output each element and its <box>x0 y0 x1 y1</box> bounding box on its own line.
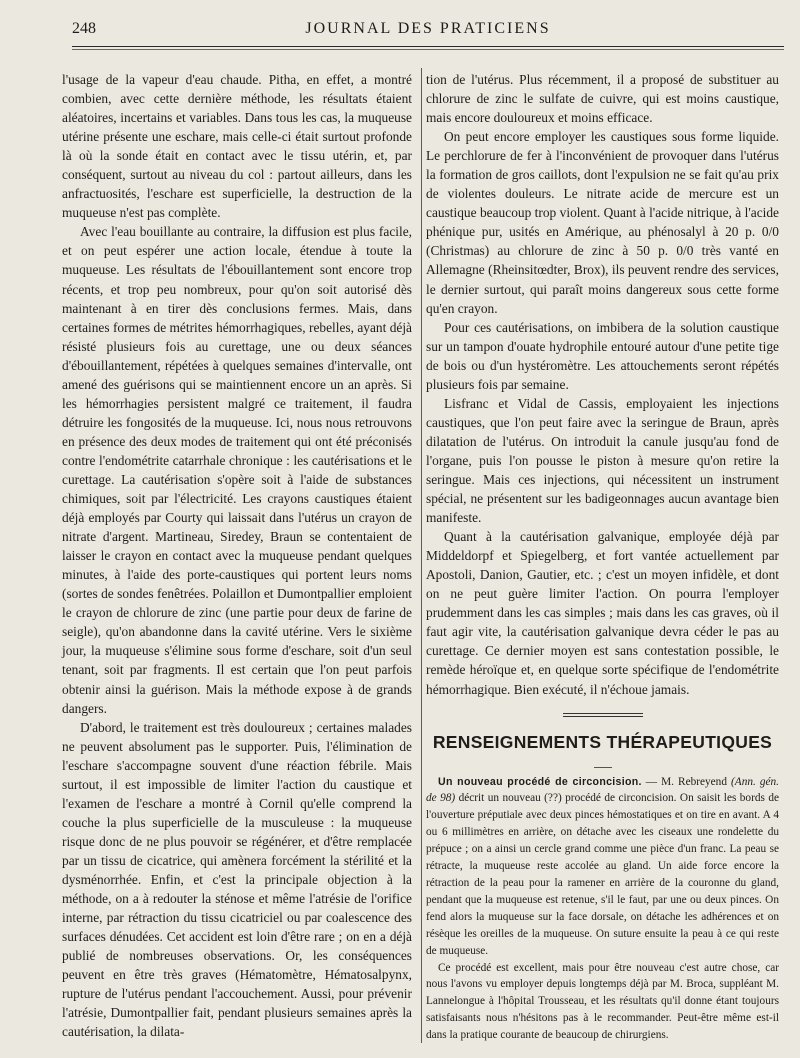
paragraph: Pour ces cautérisations, on imbibera de la solution caustique sur un tampon d'ouate hydrophile entouré autour d'une petite tige de bois ou d'un hystéromètre. Les attouchements seront répétés plusieurs fois par semaine. <box>426 319 779 392</box>
right-column <box>426 70 779 1044</box>
paragraph: tion de l'utérus. Plus récemment, il a proposé de substituer au chlorure de zinc le sulfate de cuivre, qui est moins caustique, mais encore douloureux et moins efficace. <box>426 72 779 126</box>
lead-author: — M. Rebreyend <box>641 775 727 788</box>
paragraph: On peut encore employer les caustiques sous forme liquide. Le perchlorure de fer à l'inconvénient de provoquer dans l'utérus la formation de gros caillots, dont l'expulsion ne se fait qu'au prix de violentes douleurs. Le nitrate acide de mercure est un caustique beaucoup trop violent. Quant à l'acide nitrique, à l'acide phénique pur, usités en Amérique, au phénosalyl à 20 p. 0/0 (Christmas) au chlorure de zinc à 50 p. 0/0 très vanté en Allemagne (Rheinsitœdter, Brox), ils peuvent rendre des services, le dernier surtout, qui paraît moins dangereux sous cette forme qu'en crayon. <box>426 129 779 316</box>
lead-reference: (Ann. gén. de 98) <box>426 775 779 805</box>
page-number: 248 <box>72 20 96 37</box>
running-title: JOURNAL DES PRATICIENS <box>305 20 551 37</box>
section-separator <box>563 713 643 718</box>
paragraph: D'abord, le traitement est très douloureux ; certaines malades ne peuvent absolument pas le supporter. Puis, l'élimination de l'eschare s'accompagne souvent d'une réaction fébrile. Mais surtout, il est impossible de limiter l'action du caustique et l'examen de l'eschare a montré à Cornil qu'elle comprend la couche la plus superficielle de la musculeuse : la muqueuse risque donc de ne plus pouvoir se régénérer, et d'être remplacée par un tissu de cicatrice, qui amènera forcément la stérilité et la dysménorrhée. Enfin, et c'est la principale objection à la méthode, on a à redouter la sténose et même l'atrésie de l'orifice interne, par rétraction du tissu cicatriciel ou par coalescence des surfaces dénudées. Cet accident est loin d'être rare ; on en a déjà publié de nombreuses observations. Or, les conséquences peuvent en être très graves (Hématomètre, Hématosalpynx, rupture de l'utérus pendant l'accouchement. Aussi, pour prévenir l'atrésie, Dumontpallier fait, pendant plusieurs semaines après la cautérisation, la dilata- <box>62 719 412 1040</box>
paragraph: l'usage de la vapeur d'eau chaude. Pitha, en effet, a montré combien, avec cette dernière méthode, les résultats étaient aléatoires, incertains et variables. Dans tous les cas, la muqueuse utérine présente une eschare, mais celle-ci était surtout profonde là où la sonde était en contact avec le tissu utérin, et, par conséquent, surtout au niveau du col : partout ailleurs, dans les anfractuosités, l'eschare est superficielle, la destruction de la muqueuse n'est pas complète. <box>62 72 412 221</box>
lead-paragraph <box>426 774 779 960</box>
left-column <box>62 70 412 1041</box>
paragraph: Quant à la cautérisation galvanique, employée déjà par Middeldorpf et Spiegelberg, et fort vantée actuellement par Apostoli, Danion, Gautier, etc. ; c'est un moyen infidèle, et dont on ne peut guère limiter l'action. On pourra l'employer prudemment dans les cas simples ; mais dans les cas graves, où il faut agir vite, la cautérisation galvanique devra céder le pas au curettage. Ce dernier moyen est sans contestation possible, le remède héroïque et, en quelque sorte spécifique de l'endométrite hémorrhagique. Bien exécuté, il n'échoue jamais. <box>426 529 779 697</box>
closing-paragraph: Ce procédé est excellent, mais pour être nouveau c'est autre chose, car nous l'avons vu employer depuis longtemps déjà par M. Broca, suppléant M. Lannelongue à l'hôpital Trousseau, et les résultats qu'il donne étant toujours satisfaisants nous n'hésitons pas à le recommander. Peut-être même est-il dans la pratique courante de beaucoup de chirurgiens. <box>426 961 779 1042</box>
paragraph: Lisfranc et Vidal de Cassis, employaient les injections caustiques, que l'on peut faire avec la seringue de Braun, après dilatation de l'utérus. On introduit la canule jusqu'au fond de l'organe, puis l'on pousse le piston à mesure qu'on retire la seringue. Mais ces injections, qui nécessitent un instrument spécial, ne présentent sur les badigeonnages aucun avantage bien manifeste. <box>426 395 779 526</box>
page-header <box>72 20 784 42</box>
paragraph: Avec l'eau bouillante au contraire, la diffusion est plus facile, et on peut espérer une action locale, étendue à toute la muqueuse. Les résultats de l'ébouillantement sont encore trop récents, et trop peu nombreux, pour qu'on soit autorisé dès maintenant à en tirer dès conclusions fermes. Mais, dans certaines formes de métrites hémorrhagiques, rebelles, ayant déjà résisté plusieurs fois au curettage, une ou deux séances d'ébouillantement, répétées à quelques semaines d'intervalle, ont amené des guérisons qui se maintiennent encore un an après. Si les hémorrhagies persistent malgré ce traitement, il faudra détruire les fongosités de la muqueuse. Ici, nous nous retrouvons en présence des deux modes de traitement qui ont été préconisés contre l'endométrite catarrhale chronique : les cautérisations et le curettage. La cautérisation s'opère soit à l'aide de substances chimiques, soit par l'électricité. Les crayons caustiques étaient déjà employés par Courty qui laissait dans l'utérus un crayon de nitrate d'argent. Martineau, Siredey, Braun se contentaient de laisser le crayon en contact avec la muqueuse pendant quelques minutes, à l'aide des porte-caustiques qui portent leurs noms (sortes de sondes fenêtrées. Polaillon et Dumontpallier emploient le crayon de chlorure de zinc (une partie pour deux de farine de seigle), qu'on abandonne dans la cavité utérine. Vers le sixième jour, la muqueuse s'élimine sous forme d'eschare, soit d'un seul tenant, soit par fragments. Il est certain que l'on peut parfois obtenir ainsi la guérison. Mais la méthode expose à de grands dangers. <box>62 224 412 716</box>
header-rule-thin <box>72 49 784 50</box>
lead-body: décrit un nouveau (??) procédé de circoncision. On saisit les bords de l'ouverture préputiale avec deux pinces hémostatiques et on tire en avant. A 4 ou 6 millimètres en arrière, on détache avec les ciseaux une rondelette du prépuce ; on a ainsi un cercle grand comme une pièce d'un franc. La peau se rétracte, la muqueuse reste accolée au gland. Un aide force encore la rétraction de la peau pour la ramener en arrière de la couronne du gland, pendant que la muqueuse est retenue, s'il le faut, par une ou deux pinces. On fend alors la muqueuse sur la face dorsale, on détache les adhérences et on résèque les oreilles de la muqueuse. On suture ensuite la peau à ce qui reste de muqueuse. <box>426 792 779 957</box>
section-title: RENSEIGNEMENTS THÉRAPEUTIQUES <box>432 731 773 752</box>
section-sub-rule <box>594 767 612 768</box>
column-divider <box>421 68 422 1043</box>
header-rule <box>72 46 784 47</box>
lead-title: Un nouveau procédé de circoncision. <box>438 775 642 788</box>
